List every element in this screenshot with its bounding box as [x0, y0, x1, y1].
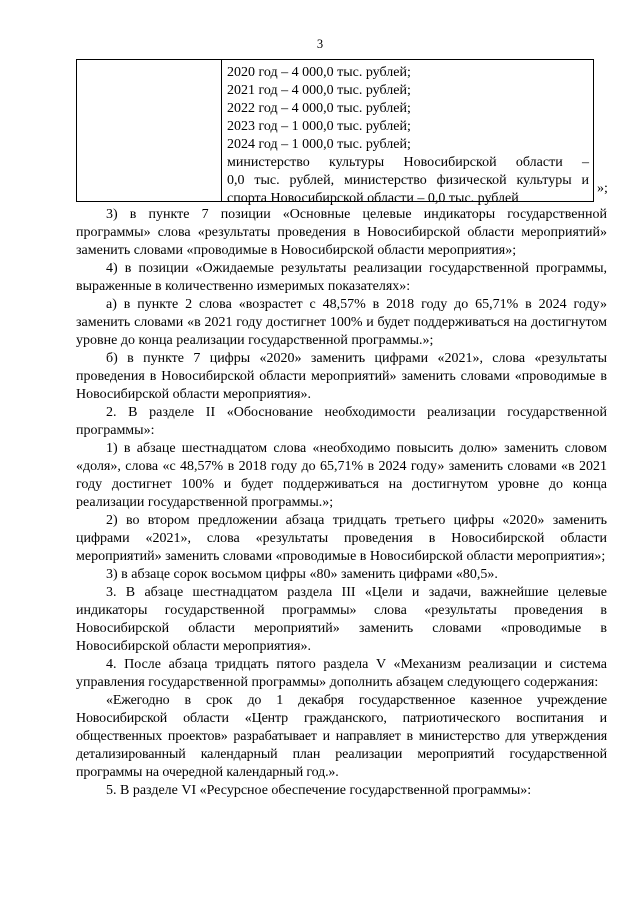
document-body — [76, 206, 607, 800]
ministry-line-1: министерство культуры Новосибирской области – — [227, 155, 589, 170]
funding-cell — [227, 64, 589, 208]
paragraph-section-2-item-3: 3) в абзаце сорок восьмом цифры «80» заменить цифрами «80,5». — [106, 567, 498, 582]
paragraph-section-2: 2. В разделе II «Обоснование необходимости реализации государственной программы»: — [76, 405, 607, 438]
paragraph-item-4b: б) в пункте 7 цифры «2020» заменить цифрами «2021», слова «результаты проведения в Новосибирской области мероприятий» заменить словами «проводимые в Новосибирской области мероприятия». — [76, 351, 607, 402]
paragraph-item-4a: а) в пункте 2 слова «возрастет с 48,57% в 2018 году до 65,71% в 2024 году» заменить словами «в 2021 году достигнет 100% и будет поддерживаться на достигнутом уровне до конца реализации государственной программы.»; — [76, 297, 607, 348]
paragraph-section-4: 4. После абзаца тридцать пятого раздела V «Механизм реализации и система управления государственной программы» дополнить абзацем следующего содержания: — [76, 657, 607, 690]
paragraph-section-3: 3. В абзаце шестнадцатом раздела III «Цели и задачи, важнейшие целевые индикаторы государственной программы» слова «результаты проведения в Новосибирской области мероприятий» заменить словами «проводимые в Новосибирской области мероприятия». — [76, 585, 607, 654]
quote-end: »; — [597, 181, 608, 196]
funding-line-2020: 2020 год – 4 000,0 тыс. рублей; — [227, 65, 411, 80]
paragraph-item-4: 4) в позиции «Ожидаемые результаты реализации государственной программы, выраженные в количественно измеримых показателях»: — [76, 261, 607, 294]
paragraph-section-2-item-2: 2) во втором предложении абзаца тридцать третьего цифры «2020» заменить цифрами «2021», слова «результаты проведения в Новосибирской области мероприятий» заменить словами «проводимые в Новосибирской области мероприятия»; — [76, 513, 607, 564]
funding-line-2023: 2023 год – 1 000,0 тыс. рублей; — [227, 119, 411, 134]
table-column-divider — [221, 60, 222, 201]
funding-line-2022: 2022 год – 4 000,0 тыс. рублей; — [227, 101, 411, 116]
paragraph-item-3: 3) в пункте 7 позиции «Основные целевые индикаторы государственной программы» слова «результаты проведения в Новосибирской области мероприятий» заменить словами «проводимые в Новосибирской области мероприятия»; — [76, 207, 607, 258]
funding-table — [76, 59, 594, 206]
funding-line-2021: 2021 год – 4 000,0 тыс. рублей; — [227, 83, 411, 98]
page-number: 3 — [316, 37, 324, 51]
ministry-line-2: 0,0 тыс. рублей, министерство физической культуры и — [227, 173, 589, 188]
funding-line-2024: 2024 год – 1 000,0 тыс. рублей; — [227, 137, 411, 152]
paragraph-section-2-item-1: 1) в абзаце шестнадцатом слова «необходимо повысить долю» заменить словом «доля», слова «с 48,57% в 2018 году до 65,71% в 2024 году» заменить словами «в 2021 году достигнет 100% и будет поддерживаться на достигнутом уровне до конца реализации государственной программы.»; — [76, 441, 607, 510]
paragraph-inserted-text: «Ежегодно в срок до 1 декабря государственное казенное учреждение Новосибирской области «Центр гражданского, патриотического воспитания и общественных проектов» разрабатывает и направляет в министерство для утверждения детализированный календарный план реализации мероприятий государственной программы на очередной календарный год.». — [76, 693, 607, 780]
ministry-line-3: спорта Новосибирской области – 0,0 тыс. рублей — [227, 191, 519, 206]
paragraph-section-5: 5. В разделе VI «Ресурсное обеспечение государственной программы»: — [106, 783, 532, 798]
